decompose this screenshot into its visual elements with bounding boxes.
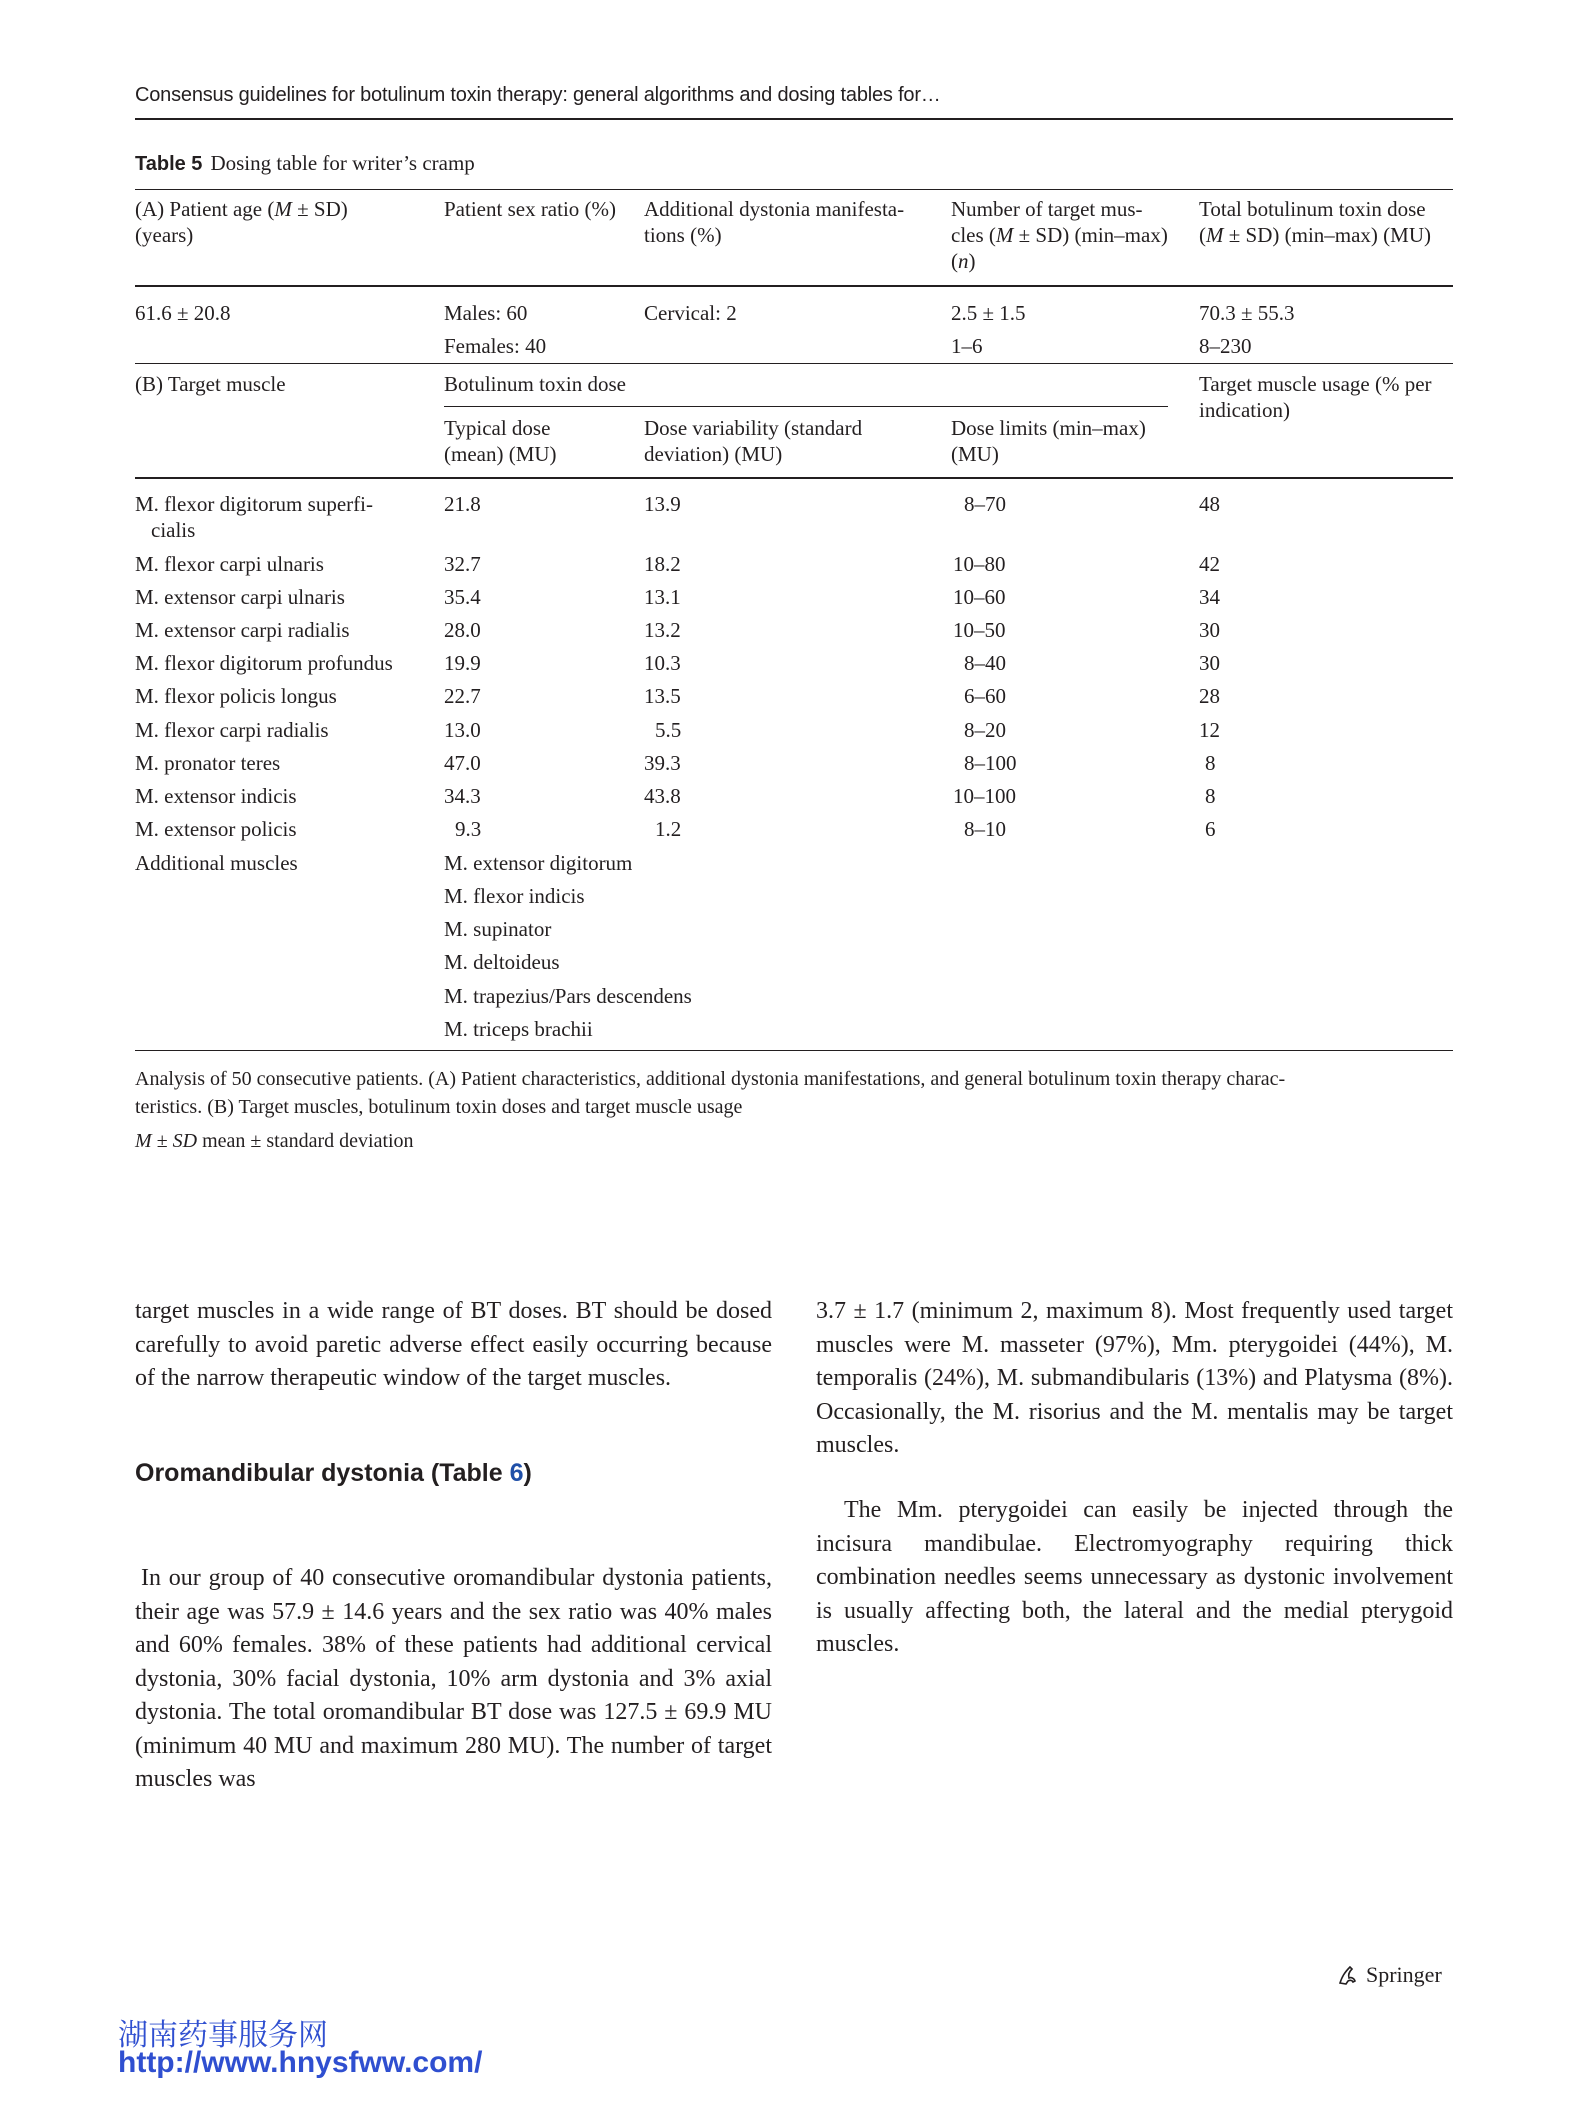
table-cell-usage: 42 xyxy=(1199,552,1220,576)
table-cell-limits: 8–100 xyxy=(964,751,1017,775)
value-dose-range: 8–230 xyxy=(1199,334,1252,358)
value-females: Females: 40 xyxy=(444,334,547,358)
watermark-site-name: 湖南药事服务网 xyxy=(118,2018,328,2053)
header-dose-limits: Dose limits (min–max) (MU) xyxy=(951,416,1146,466)
table-6-link[interactable]: 6 xyxy=(509,1459,524,1487)
table-cell-typical: 19.9 xyxy=(444,651,481,675)
table-footnote-abbr: M ± SD mean ± standard deviation xyxy=(135,1130,414,1152)
table-cell-limits: 10–50 xyxy=(953,618,1006,642)
body-paragraph: 3.7 ± 1.7 (minimum 2, maximum 8). Most frequently used target muscles were M. masseter (97%), Mm. pterygoidei (44%), M. temporalis (24%), M. submandibularis (13%) and Platysma (8%). Occasionally, the M. risorius and the M. mentalis may be target muscles. xyxy=(816,1298,1453,1458)
table-cell-typical: 21.8 xyxy=(444,492,481,516)
header-rule xyxy=(135,118,1453,120)
table-cell-typical: 9.3 xyxy=(455,817,482,841)
table-cell-sd: 18.2 xyxy=(644,552,681,576)
table-cell-sd: 39.3 xyxy=(644,751,681,775)
header-target-muscle: (B) Target muscle xyxy=(135,372,286,396)
header-sex-ratio: Patient sex ratio (%) xyxy=(444,197,617,221)
table-row-muscle: M. pronator teres xyxy=(135,751,281,775)
table-cell-usage: 6 xyxy=(1205,817,1216,841)
table-cell-typical: 34.3 xyxy=(444,784,481,808)
header-total-dose: Total botulinum toxin dose (M ± SD) (min–max) (MU) xyxy=(1199,197,1431,247)
table-cell-limits: 6–60 xyxy=(964,684,1006,708)
additional-muscle: M. trapezius/Pars descendens xyxy=(444,984,692,1008)
table-cell-sd: 10.3 xyxy=(644,651,681,675)
section-heading: Oromandibular dystonia (Table 6) xyxy=(135,1459,532,1487)
table-cell-typical: 22.7 xyxy=(444,684,481,708)
table-cell-limits: 8–20 xyxy=(964,718,1006,742)
part-a-header-rule xyxy=(135,285,1453,287)
additional-muscle: M. extensor digitorum xyxy=(444,851,633,875)
value-target-count: 2.5 ± 1.5 xyxy=(951,301,1026,325)
header-usage: Target muscle usage (% per indication) xyxy=(1199,372,1432,422)
header-bt-dose-group: Botulinum toxin dose xyxy=(444,372,627,396)
table-cell-typical: 13.0 xyxy=(444,718,481,742)
table-cell-typical: 35.4 xyxy=(444,585,481,609)
table-cell-usage: 28 xyxy=(1199,684,1220,708)
table-cell-typical: 28.0 xyxy=(444,618,481,642)
body-paragraph: The Mm. pterygoidei can easily be injected through the incisura mandibulae. Electromyography requiring thick combination needles seems unnecessary as dystonic involvement is usually affecting both, the lateral and the medial pterygoid muscles. xyxy=(816,1497,1453,1657)
header-number-target-muscles: Number of target mus- cles (M ± SD) (min–max) (n) xyxy=(951,197,1168,273)
table-top-rule xyxy=(135,189,1453,190)
springer-logo xyxy=(1336,1962,1442,1988)
table-cell-typical: 32.7 xyxy=(444,552,481,576)
table-cell-sd: 5.5 xyxy=(655,718,682,742)
table-caption xyxy=(135,151,475,176)
table-cell-usage: 8 xyxy=(1205,751,1216,775)
table-cell-sd: 13.2 xyxy=(644,618,681,642)
part-b-header-rule xyxy=(135,477,1453,479)
additional-muscles-label: Additional muscles xyxy=(135,851,298,875)
table-cell-sd: 13.5 xyxy=(644,684,681,708)
table-row-muscle: M. flexor digitorum profundus xyxy=(135,651,393,675)
part-b-top-rule xyxy=(135,363,1453,364)
table-cell-usage: 30 xyxy=(1199,651,1220,675)
table-cell-limits: 10–80 xyxy=(953,552,1006,576)
table-cell-limits: 10–60 xyxy=(953,585,1006,609)
table-title: Dosing table for writer’s cramp xyxy=(210,151,475,175)
value-total-dose: 70.3 ± 55.3 xyxy=(1199,301,1295,325)
table-row-muscle: M. extensor carpi radialis xyxy=(135,618,350,642)
table-cell-sd: 13.9 xyxy=(644,492,681,516)
table-cell-limits: 8–10 xyxy=(964,817,1006,841)
table-cell-limits: 10–100 xyxy=(953,784,1016,808)
springer-horse-icon xyxy=(1336,1963,1360,1987)
table-row-muscle: M. extensor carpi ulnaris xyxy=(135,585,345,609)
additional-muscle: M. supinator xyxy=(444,917,552,941)
table-cell-usage: 34 xyxy=(1199,585,1220,609)
watermark-url[interactable]: http://www.hnysfww.com/ xyxy=(118,2046,483,2079)
additional-muscle: M. deltoideus xyxy=(444,950,560,974)
table-row-muscle: M. flexor carpi radialis xyxy=(135,718,329,742)
running-head: Consensus guidelines for botulinum toxin therapy: general algorithms and dosing tables for… xyxy=(135,84,941,106)
body-paragraph: target muscles in a wide range of BT doses. BT should be dosed carefully to avoid paretic adverse effect easily occurring because of the narrow therapeutic window of the target muscles. xyxy=(135,1298,772,1391)
table-cell-usage: 48 xyxy=(1199,492,1220,516)
value-males: Males: 60 xyxy=(444,301,528,325)
table-cell-limits: 8–40 xyxy=(964,651,1006,675)
springer-wordmark: Springer xyxy=(1366,1962,1442,1987)
table-row-muscle: M. extensor indicis xyxy=(135,784,297,808)
header-dose-variability: Dose variability (standard deviation) (MU) xyxy=(644,416,863,466)
table-cell-limits: 8–70 xyxy=(964,492,1006,516)
table-row-muscle: M. flexor policis longus xyxy=(135,684,337,708)
table-cell-usage: 12 xyxy=(1199,718,1220,742)
header-patient-age: (A) Patient age (M ± SD) (years) xyxy=(135,197,348,247)
header-additional-dystonia: Additional dystonia manifesta- tions (%) xyxy=(644,197,905,247)
value-target-range: 1–6 xyxy=(951,334,983,358)
table-cell-sd: 43.8 xyxy=(644,784,681,808)
additional-muscle: M. flexor indicis xyxy=(444,884,585,908)
body-paragraph: In our group of 40 consecutive oromandibular dystonia patients, their age was 57.9 ± 14.6 years and the sex ratio was 40% males and 60% females. 38% of these patients had additional cervical dystonia, 30% facial dystonia, 10% arm dystonia and 3% axial dystonia. The total oromandibular BT dose was 127.5 ± 69.9 MU (minimum 40 MU and maximum 280 MU). The number of target muscles was xyxy=(135,1565,772,1792)
table-cell-usage: 30 xyxy=(1199,618,1220,642)
additional-muscle: M. triceps brachii xyxy=(444,1017,593,1041)
table-bottom-rule xyxy=(135,1050,1453,1051)
table-row-muscle: M. extensor policis xyxy=(135,817,297,841)
table-cell-sd: 1.2 xyxy=(655,817,682,841)
group-rule xyxy=(444,406,1168,407)
table-cell-typical: 47.0 xyxy=(444,751,481,775)
value-cervical: Cervical: 2 xyxy=(644,301,737,325)
table-row-muscle: M. flexor digitorum superfi- cialis xyxy=(135,492,373,542)
table-cell-sd: 13.1 xyxy=(644,585,681,609)
table-label: Table 5 xyxy=(135,153,203,175)
table-row-muscle: M. flexor carpi ulnaris xyxy=(135,552,324,576)
header-typical-dose: Typical dose (mean) (MU) xyxy=(444,416,557,466)
value-age: 61.6 ± 20.8 xyxy=(135,301,231,325)
table-footnote: teristics. (B) Target muscles, botulinum toxin doses and target muscle usage xyxy=(135,1096,743,1118)
table-footnote: Analysis of 50 consecutive patients. (A) Patient characteristics, additional dystonia manifestations, and general botulinum toxin therapy charac- xyxy=(135,1068,1286,1090)
table-cell-usage: 8 xyxy=(1205,784,1216,808)
